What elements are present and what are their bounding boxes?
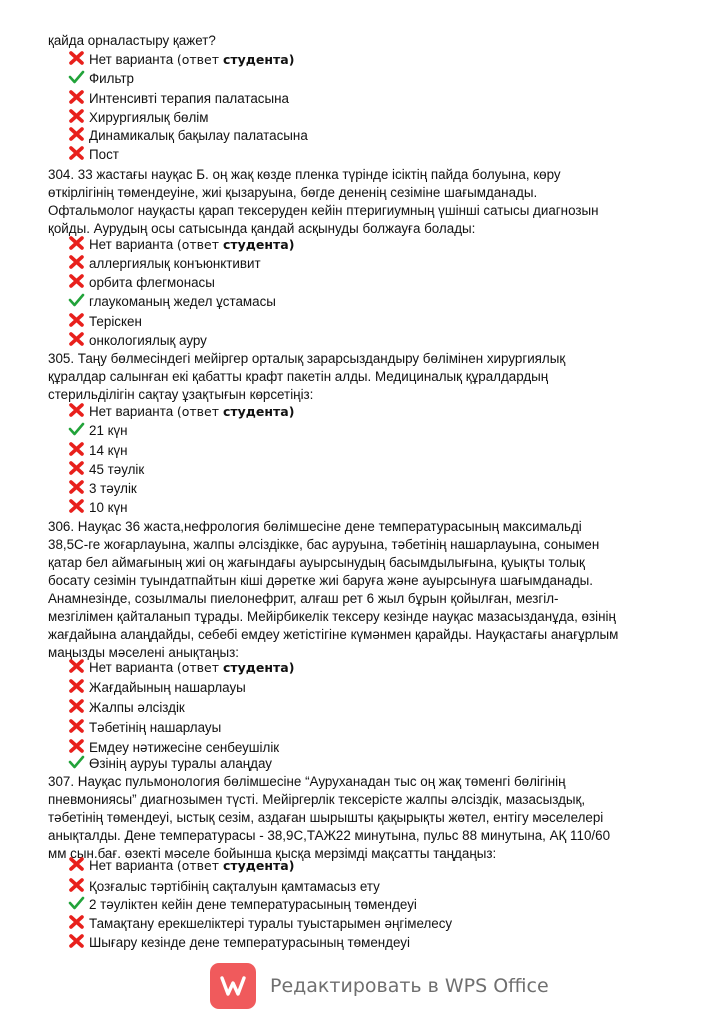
answer-option — [68, 659, 294, 677]
question-306-line: Анамнезінде, созылмалы пиелонефрит, алғаш рет 6 жыл бұрын қойылған, мезгіл- — [48, 591, 559, 606]
option-text: аллергиялық конъюнктивит — [89, 256, 261, 271]
answer-option — [68, 293, 276, 311]
student-answer-tag: (ответ студента) — [176, 858, 295, 873]
answer-option — [68, 313, 142, 331]
cross-icon — [68, 50, 85, 66]
question-304-line: 304. 33 жастағы науқас Б. оң жақ көзде пленка түрінде ісіктің пайда болуына, көру — [48, 167, 561, 182]
cross-icon — [68, 235, 85, 251]
wps-banner-text[interactable]: Редактировать в WPS Office — [270, 975, 549, 997]
answer-option — [68, 499, 128, 517]
question-text-line: қайда орналастыру қажет? — [48, 33, 216, 48]
cross-icon — [68, 312, 85, 328]
answer-option — [68, 679, 246, 697]
option-text: Тәбетінің нашарлауы — [89, 720, 222, 735]
cross-icon — [68, 498, 85, 514]
option-text: Емдеу нәтижесіне сенбеушілік — [89, 740, 280, 755]
option-text: Нет варианта — [89, 52, 174, 67]
option-text: Тамақтану ерекшеліктері туралы туыстарымен әңгімелесу — [89, 916, 453, 931]
option-text: Интенсивті терапия палатасына — [89, 91, 289, 106]
cross-icon — [68, 145, 85, 161]
answer-option — [68, 915, 452, 933]
option-text: Пост — [89, 147, 119, 162]
answer-option — [68, 857, 294, 875]
question-307-line: анықталды. Дене температурасы - 38,9С,ТАЖ22 минутына, пульс 88 минутына, АҚ 110/60 — [48, 828, 611, 843]
answer-option — [68, 146, 119, 164]
cross-icon — [68, 126, 85, 142]
question-307-line: пневмониясы” диагнозымен түсті. Мейіргерлік тексерісте жалпы әлсіздік, мазасыздық, — [48, 792, 586, 807]
check-icon — [68, 421, 85, 437]
question-306-line: 306. Науқас 36 жаста,нефрология бөлімшесіне дене температурасының максимальді — [48, 519, 582, 534]
question-306-line: маңызды мәселені анықтаңыз: — [48, 645, 240, 660]
cross-icon — [68, 877, 85, 893]
answer-option — [68, 422, 128, 440]
cross-icon — [68, 678, 85, 694]
answer-option — [68, 461, 144, 479]
question-306-line: 38,5С-ге жоғарлауына, жалпы әлсіздікке, бас ауруына, тәбетінің нашарлауына, сонымен — [48, 537, 600, 552]
question-305-line: стерильділігін сақтау ұзақтығын көрсетіңіз: — [48, 387, 314, 402]
option-text: 10 күн — [89, 500, 128, 515]
cross-icon — [68, 914, 85, 930]
answer-option — [68, 90, 289, 108]
student-answer-tag: (ответ студента) — [176, 660, 295, 675]
option-text: Теріскен — [89, 314, 142, 329]
option-text: Нет варианта — [89, 404, 174, 419]
option-text: Фильтр — [89, 71, 134, 86]
option-text: 21 күн — [89, 423, 128, 438]
student-answer-tag: (ответ студента) — [176, 52, 295, 67]
cross-icon — [68, 441, 85, 457]
question-307-line: 307. Науқас пульмонология бөлімшесіне “Ауруханадан тыс оң жақ төменгі бөлігінің — [48, 774, 566, 789]
check-icon — [68, 69, 85, 85]
option-text: 45 тәулік — [89, 462, 145, 477]
answer-option — [68, 127, 308, 145]
answer-option — [68, 109, 208, 127]
edit-in-wps-banner[interactable] — [210, 962, 549, 1010]
cross-icon — [68, 402, 85, 418]
option-text: Өзінің ауруы туралы алаңдау — [89, 756, 272, 771]
option-text: глаукоманың жедел ұстамасы — [89, 294, 276, 309]
question-304-line: қойды. Аурудың осы сатысында қандай асқынуды болжауға болады: — [48, 221, 476, 236]
question-307-line: тәбетінің төмендеуі, ыстық сезім, аздаған шырышты қақырықты жөтел, ентігу мәселелері — [48, 810, 604, 825]
option-text: Қозғалыс тәртібінің сақталуын қамтамасыз ету — [89, 879, 380, 894]
question-304-line: өткірлігінің төмендеуіне, жиі қызаруына, бөгде дененің сезіміне шағымданады. — [48, 185, 538, 200]
option-text: Жағдайының нашарлауы — [89, 680, 246, 695]
answer-option — [68, 755, 272, 773]
option-text: Динамикалық бақылау палатасына — [89, 128, 308, 143]
cross-icon — [68, 718, 85, 734]
answer-option — [68, 699, 185, 717]
answer-option — [68, 442, 128, 460]
answer-option — [68, 480, 137, 498]
cross-icon — [68, 479, 85, 495]
answer-option — [68, 719, 221, 737]
option-text: Нет варианта — [89, 660, 174, 675]
option-text: Шығару кезінде дене температурасының төмендеуі — [89, 935, 410, 950]
check-icon — [68, 754, 85, 770]
question-306-line: қатар бел аймағының жиі оң жағындағы ауырсынудың басымдылығына, қуықты толық — [48, 555, 585, 570]
cross-icon — [68, 460, 85, 476]
option-text: 3 тәулік — [89, 481, 137, 496]
answer-option — [68, 403, 294, 421]
cross-icon — [68, 273, 85, 289]
answer-option — [68, 934, 410, 952]
question-306-line: жағдайына алаңдайды, себебі емдеу жетістігіне күмәнмен қарайды. Науқастағы анағұрлым — [48, 627, 619, 642]
option-text: орбита флегмонасы — [89, 275, 215, 290]
student-answer-tag: (ответ студента) — [176, 237, 295, 252]
answer-option — [68, 896, 417, 914]
question-305-line: 305. Таңу бөлмесіндегі мейіргер орталық зарарсыздандыру бөлімінен хирургиялық — [48, 351, 566, 366]
answer-option — [68, 332, 207, 350]
answer-option — [68, 255, 261, 273]
cross-icon — [68, 698, 85, 714]
answer-option — [68, 51, 294, 69]
option-text: Нет варианта — [89, 858, 174, 873]
answer-option — [68, 274, 215, 292]
answer-option — [68, 878, 380, 896]
question-305-line: құралдар салынған екі қабатты крафт пакетін алды. Медициналық құралдардың — [48, 369, 549, 384]
answer-option — [68, 70, 134, 88]
cross-icon — [68, 933, 85, 949]
question-306-line: мезгілімен қайталанып тұрады. Мейірбикелік тексеру кезінде науқас мазасызданұда, өзінің — [48, 609, 616, 624]
question-304-line: Офтальмолог науқасты қарап тексеруден кейін птеригиумның үшінші сатысы диагнозын — [48, 203, 599, 218]
option-text: 14 күн — [89, 443, 128, 458]
question-307-line: мм сын.бағ. өзекті мәселе бойынша қысқа мерзімді мақсатты таңдаңыз: — [48, 846, 497, 861]
cross-icon — [68, 108, 85, 124]
cross-icon — [68, 856, 85, 872]
cross-icon — [68, 89, 85, 105]
student-answer-tag: (ответ студента) — [176, 404, 295, 419]
option-text: 2 тәуліктен кейін дене температурасының төмендеуі — [89, 897, 417, 912]
answer-option — [68, 236, 294, 254]
wps-logo-icon — [210, 963, 256, 1009]
cross-icon — [68, 738, 85, 754]
check-icon — [68, 895, 85, 911]
question-306-line: босату сезімін туындатпайтын кіші дәретке жиі баруға және ауырсынуға шағымданады. — [48, 573, 594, 588]
cross-icon — [68, 331, 85, 347]
option-text: Жалпы әлсіздік — [89, 700, 185, 715]
cross-icon — [68, 658, 85, 674]
option-text: Нет варианта — [89, 237, 174, 252]
option-text: онкологиялық ауру — [89, 333, 207, 348]
cross-icon — [68, 254, 85, 270]
option-text: Хирургиялық бөлім — [89, 110, 209, 125]
wps-w-icon — [218, 971, 248, 1001]
check-icon — [68, 292, 85, 308]
